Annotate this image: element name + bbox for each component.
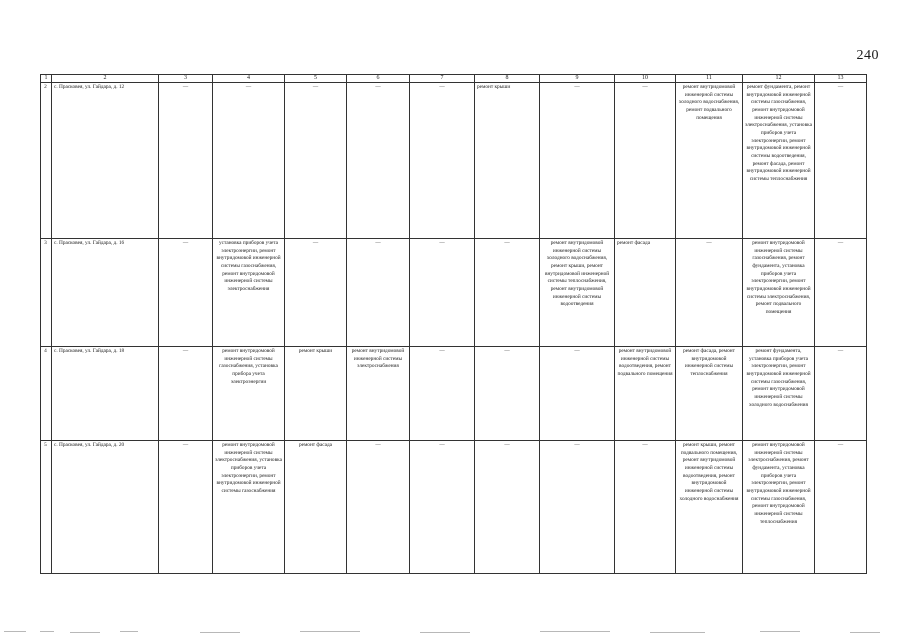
row-number: 2 <box>41 83 52 239</box>
work-cell: — <box>815 239 867 347</box>
address-cell: с. Прасковея, ул. Гайдара, д. 18 <box>52 347 159 441</box>
work-cell: ремонт фасада, ремонт внутридомовой инженерной системы теплоснабжения <box>676 347 743 441</box>
work-cell: ремонт внутридомовой инженерной системы электроснабжения <box>347 347 410 441</box>
table-row <box>41 347 867 441</box>
work-cell: — <box>475 441 540 574</box>
work-cell: — <box>540 441 615 574</box>
header-cell: 8 <box>475 75 540 83</box>
work-cell: — <box>815 347 867 441</box>
row-number: 5 <box>41 441 52 574</box>
work-cell: — <box>159 347 213 441</box>
table-row <box>41 441 867 574</box>
header-cell: 13 <box>815 75 867 83</box>
work-cell: ремонт внутридомовой инженерной системы холодного водоснабжения, ремонт подвального помещения <box>676 83 743 239</box>
header-cell: 10 <box>615 75 676 83</box>
work-cell: — <box>410 347 475 441</box>
work-cell: — <box>815 83 867 239</box>
address-cell: с. Прасковея, ул. Гайдара, д. 12 <box>52 83 159 239</box>
work-cell: ремонт фасада <box>285 441 347 574</box>
header-cell: 2 <box>52 75 159 83</box>
row-number: 3 <box>41 239 52 347</box>
work-cell: — <box>676 239 743 347</box>
work-cell: ремонт внутридомовой инженерной системы холодного водоснабжения, ремонт крыши, ремонт внутридомовой инженерной системы теплоснабжения, ремонт внутридомовой инженерной системы водоотведения <box>540 239 615 347</box>
scan-artifact-line <box>0 628 905 636</box>
table-row <box>41 239 867 347</box>
table-row <box>41 83 867 239</box>
work-cell: — <box>475 347 540 441</box>
work-cell: ремонт крыши <box>285 347 347 441</box>
work-cell: — <box>347 83 410 239</box>
header-cell: 5 <box>285 75 347 83</box>
work-cell: — <box>159 441 213 574</box>
work-cell: ремонт внутридомовой инженерной системы водоотведения, ремонт подвального помещения <box>615 347 676 441</box>
work-cell: — <box>347 239 410 347</box>
work-cell: — <box>410 441 475 574</box>
work-cell: — <box>285 83 347 239</box>
work-cell: — <box>615 441 676 574</box>
header-cell: 6 <box>347 75 410 83</box>
column-number-row <box>41 75 867 83</box>
work-cell: ремонт крыши, ремонт подвального помещения, ремонт внутридомовой инженерной системы водоотведения, ремонт внутридомовой инженерной системы холодного водоснабжения <box>676 441 743 574</box>
work-cell: — <box>475 239 540 347</box>
work-cell: установка приборов учета электроэнергии, ремонт внутридомовой инженерной системы газоснабжения, ремонт внутридомовой инженерной системы электроснабжения <box>213 239 285 347</box>
work-cell: — <box>815 441 867 574</box>
work-cell: — <box>347 441 410 574</box>
work-cell: — <box>159 83 213 239</box>
header-cell: 1 <box>41 75 52 83</box>
header-cell: 11 <box>676 75 743 83</box>
work-cell: ремонт фасада <box>615 239 676 347</box>
work-cell: ремонт фундамента, установка приборов учета электроэнергии, ремонт внутридомовой инженерной системы газоснабжения, ремонт внутридомовой инженерной системы холодного водоснабжения <box>743 347 815 441</box>
header-cell: 7 <box>410 75 475 83</box>
header-cell: 12 <box>743 75 815 83</box>
works-table <box>40 74 867 574</box>
work-cell: — <box>540 83 615 239</box>
header-cell: 3 <box>159 75 213 83</box>
work-cell: — <box>615 83 676 239</box>
header-cell: 9 <box>540 75 615 83</box>
work-cell: ремонт внутридомовой инженерной системы электроснабжения, установка приборов учета электроэнергии, ремонт внутридомовой инженерной системы газоснабжения <box>213 441 285 574</box>
work-cell: — <box>410 83 475 239</box>
work-cell: — <box>213 83 285 239</box>
work-cell: ремонт внутридомовой инженерной системы газоснабжения, ремонт фундамента, установка приборов учета электроэнергии, ремонт внутридомовой инженерной системы электроснабжения, ремонт подвального помещения <box>743 239 815 347</box>
work-cell: — <box>159 239 213 347</box>
work-cell: ремонт внутридомовой инженерной системы электроснабжения, ремонт фундамента, установка приборов учета электроэнергии, ремонт внутридомовой инженерной системы газоснабжения, ремонт внутридомовой инженерной системы теплоснабжения <box>743 441 815 574</box>
work-cell: — <box>410 239 475 347</box>
address-cell: с. Прасковея, ул. Гайдара, д. 16 <box>52 239 159 347</box>
address-cell: с. Прасковея, ул. Гайдара, д. 20 <box>52 441 159 574</box>
work-cell: — <box>540 347 615 441</box>
page-number: 240 <box>856 48 879 63</box>
header-cell: 4 <box>213 75 285 83</box>
work-cell: ремонт внутридомовой инженерной системы газоснабжения, установка прибора учета электроэнергии <box>213 347 285 441</box>
work-cell: — <box>285 239 347 347</box>
row-number: 4 <box>41 347 52 441</box>
work-cell: ремонт крыши <box>475 83 540 239</box>
work-cell: ремонт фундамента, ремонт внутридомовой инженерной системы газоснабжения, ремонт внутридомовой инженерной системы электроснабжения, установка приборов учета электроэнергии, ремонт внутридомовой инженерной системы водоотведения, ремонт фасада, ремонт внутридомовой инженерной системы теплоснабжения <box>743 83 815 239</box>
